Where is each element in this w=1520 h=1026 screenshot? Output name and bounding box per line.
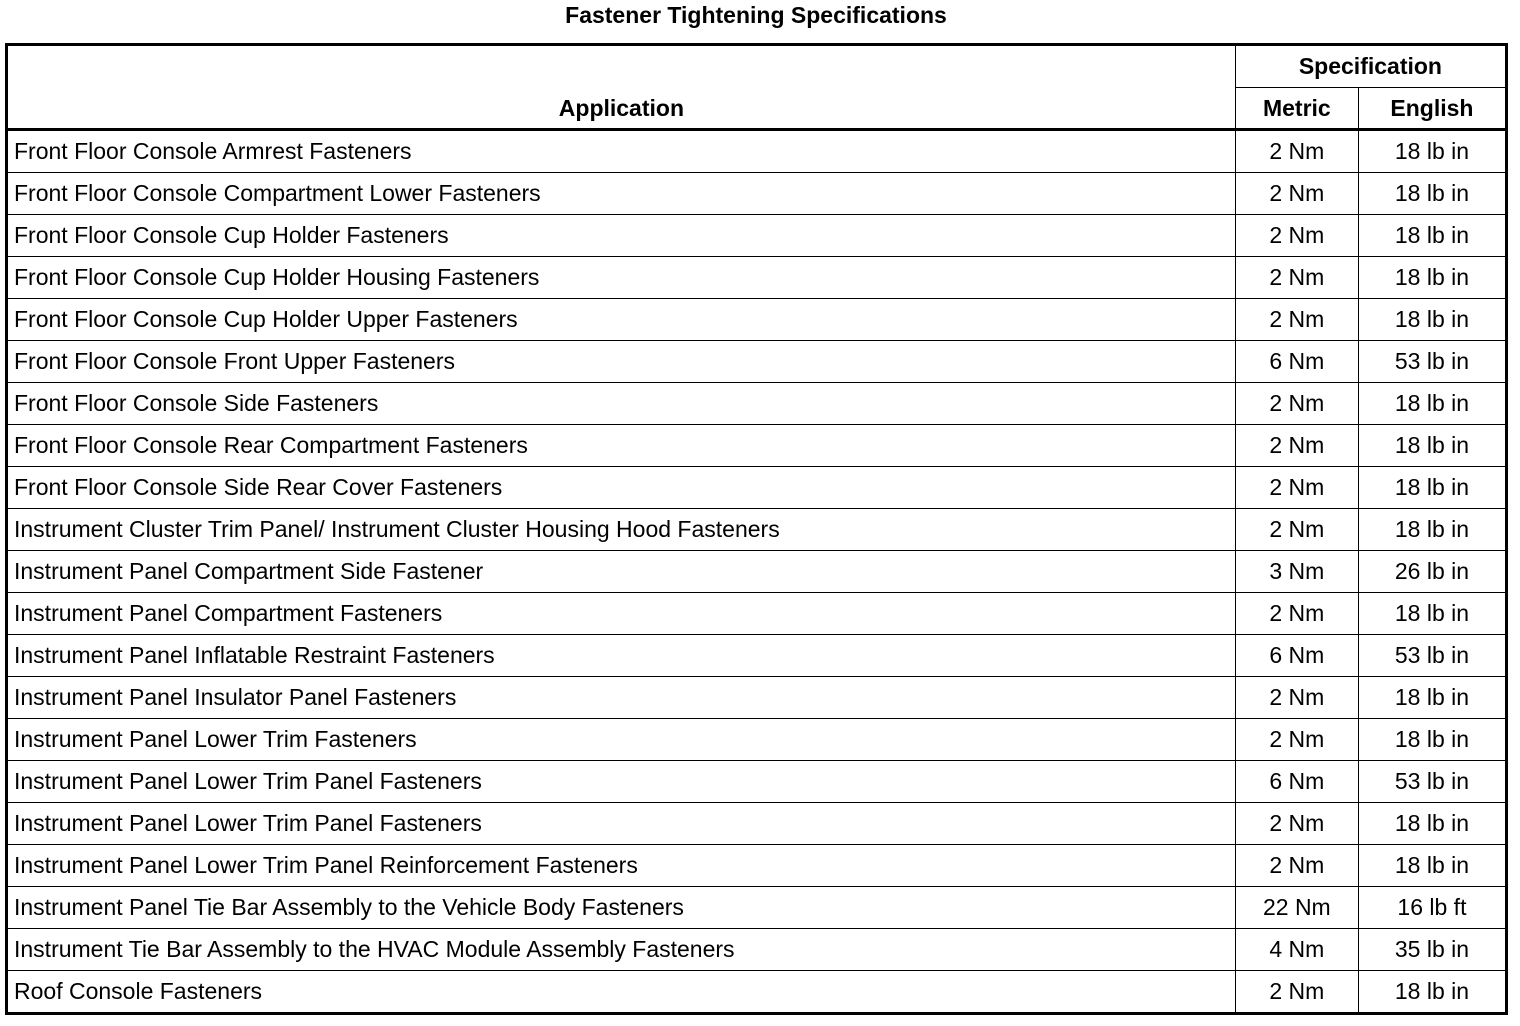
page-title: Fastener Tightening Specifications: [565, 2, 947, 28]
metric-cell: 2 Nm: [1235, 130, 1358, 173]
application-cell: Front Floor Console Compartment Lower Fasteners: [7, 173, 1236, 215]
application-cell: Instrument Panel Lower Trim Panel Reinforcement Fasteners: [7, 845, 1236, 887]
english-cell: 16 lb ft: [1358, 887, 1506, 929]
application-cell: Instrument Panel Insulator Panel Fasteners: [7, 677, 1236, 719]
english-cell: 53 lb in: [1358, 341, 1506, 383]
english-cell: 18 lb in: [1358, 803, 1506, 845]
application-cell: Front Floor Console Rear Compartment Fasteners: [7, 425, 1236, 467]
table-row: [7, 887, 1507, 929]
table-row: [7, 383, 1507, 425]
application-cell: Front Floor Console Cup Holder Upper Fasteners: [7, 299, 1236, 341]
english-cell: 18 lb in: [1358, 215, 1506, 257]
metric-cell: 6 Nm: [1235, 635, 1358, 677]
table-row: [7, 341, 1507, 383]
metric-header: Metric: [1235, 88, 1358, 130]
application-cell: Roof Console Fasteners: [7, 971, 1236, 1014]
english-cell: 18 lb in: [1358, 299, 1506, 341]
application-cell: Front Floor Console Front Upper Fasteners: [7, 341, 1236, 383]
application-cell: Instrument Panel Lower Trim Panel Fasteners: [7, 761, 1236, 803]
metric-cell: 22 Nm: [1235, 887, 1358, 929]
metric-cell: 2 Nm: [1235, 257, 1358, 299]
metric-cell: 2 Nm: [1235, 803, 1358, 845]
metric-cell: 2 Nm: [1235, 299, 1358, 341]
english-cell: 35 lb in: [1358, 929, 1506, 971]
table-row: [7, 593, 1507, 635]
table-row: [7, 929, 1507, 971]
english-cell: 18 lb in: [1358, 509, 1506, 551]
table-row: [7, 761, 1507, 803]
english-cell: 18 lb in: [1358, 677, 1506, 719]
table-body: [7, 130, 1507, 1014]
metric-cell: 3 Nm: [1235, 551, 1358, 593]
english-cell: 18 lb in: [1358, 257, 1506, 299]
english-cell: 26 lb in: [1358, 551, 1506, 593]
table-row: [7, 130, 1507, 173]
table-row: [7, 173, 1507, 215]
fastener-spec-table: [5, 43, 1508, 1015]
application-cell: Front Floor Console Armrest Fasteners: [7, 130, 1236, 173]
metric-cell: 4 Nm: [1235, 929, 1358, 971]
metric-cell: 2 Nm: [1235, 845, 1358, 887]
table-row: [7, 425, 1507, 467]
table-row: [7, 845, 1507, 887]
specification-header: Specification: [1235, 45, 1506, 88]
metric-cell: 2 Nm: [1235, 719, 1358, 761]
application-cell: Instrument Cluster Trim Panel/ Instrument Cluster Housing Hood Fasteners: [7, 509, 1236, 551]
english-cell: 18 lb in: [1358, 130, 1506, 173]
application-cell: Front Floor Console Cup Holder Housing Fasteners: [7, 257, 1236, 299]
application-cell: Instrument Tie Bar Assembly to the HVAC Module Assembly Fasteners: [7, 929, 1236, 971]
english-cell: 18 lb in: [1358, 719, 1506, 761]
english-cell: 18 lb in: [1358, 971, 1506, 1014]
table-row: [7, 635, 1507, 677]
metric-cell: 2 Nm: [1235, 173, 1358, 215]
metric-cell: 2 Nm: [1235, 425, 1358, 467]
application-cell: Front Floor Console Cup Holder Fasteners: [7, 215, 1236, 257]
metric-cell: 2 Nm: [1235, 509, 1358, 551]
english-cell: 18 lb in: [1358, 845, 1506, 887]
metric-cell: 6 Nm: [1235, 341, 1358, 383]
english-cell: 18 lb in: [1358, 383, 1506, 425]
application-cell: Front Floor Console Side Fasteners: [7, 383, 1236, 425]
english-cell: 18 lb in: [1358, 425, 1506, 467]
english-cell: 18 lb in: [1358, 173, 1506, 215]
application-cell: Instrument Panel Lower Trim Fasteners: [7, 719, 1236, 761]
english-cell: 18 lb in: [1358, 467, 1506, 509]
table-header: [7, 45, 1507, 130]
metric-cell: 2 Nm: [1235, 971, 1358, 1014]
table-row: [7, 467, 1507, 509]
table-row: [7, 509, 1507, 551]
table-row: [7, 215, 1507, 257]
application-cell: Instrument Panel Compartment Fasteners: [7, 593, 1236, 635]
table-row: [7, 677, 1507, 719]
table-row: [7, 551, 1507, 593]
application-cell: Instrument Panel Inflatable Restraint Fasteners: [7, 635, 1236, 677]
english-cell: 53 lb in: [1358, 635, 1506, 677]
table-row: [7, 719, 1507, 761]
table-row: [7, 803, 1507, 845]
metric-cell: 2 Nm: [1235, 383, 1358, 425]
application-cell: Instrument Panel Compartment Side Fastener: [7, 551, 1236, 593]
metric-cell: 2 Nm: [1235, 677, 1358, 719]
metric-cell: 2 Nm: [1235, 467, 1358, 509]
english-cell: 18 lb in: [1358, 593, 1506, 635]
application-cell: Instrument Panel Tie Bar Assembly to the Vehicle Body Fasteners: [7, 887, 1236, 929]
application-cell: Instrument Panel Lower Trim Panel Fasteners: [7, 803, 1236, 845]
table-row: [7, 971, 1507, 1014]
english-cell: 53 lb in: [1358, 761, 1506, 803]
application-header: Application: [7, 45, 1236, 130]
metric-cell: 2 Nm: [1235, 593, 1358, 635]
metric-cell: 2 Nm: [1235, 215, 1358, 257]
english-header: English: [1358, 88, 1506, 130]
application-cell: Front Floor Console Side Rear Cover Fasteners: [7, 467, 1236, 509]
table-row: [7, 299, 1507, 341]
metric-cell: 6 Nm: [1235, 761, 1358, 803]
table-row: [7, 257, 1507, 299]
